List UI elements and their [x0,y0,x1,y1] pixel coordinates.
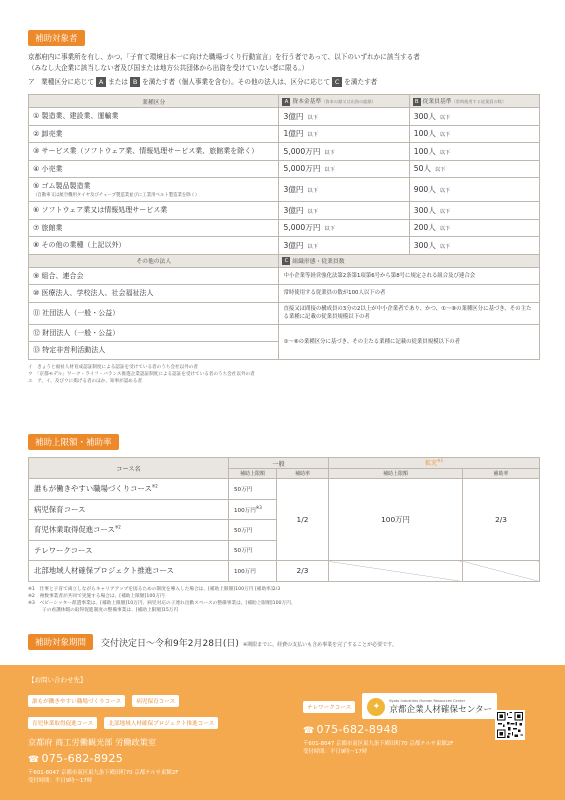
chip-course: 北部地域人材確保プロジェクト推進コース [104,717,218,729]
header-special: 拡充$^{※1}$ [329,458,540,469]
section-tag-limits: 補助上限額・補助率 [28,434,119,450]
header-other: その他の法人 [29,254,279,267]
chip-course: 誰もが働きやすい職場づくりコース [28,695,125,707]
eligibility-table [28,94,540,360]
table-row: 北部地域人材確保プロジェクト推進コース 100万円 2/3 [29,561,540,582]
qr-code-icon[interactable] [495,710,525,740]
table-row: ③ サービス業（ソフトウェア業、情報処理サービス業、旅館業を除く） 5,000万円 以下 100人 以下 [29,143,540,161]
table-row: ⑥ ソフトウェア業又は情報処理サービス業 3億円 以下 300人 以下 [29,202,540,220]
table-row: ⑦ 旅館業 5,000万円 以下 200人 以下 [29,219,540,237]
phone-icon: ☎ [28,755,40,765]
contact-left [28,675,293,785]
section-eligibility [28,26,540,385]
box-a-icon: A [96,77,106,87]
table-row: 誰もが働きやすい職場づくりコース$^{※2}$ 50万円 1/2 100万円 2/3 [29,479,540,500]
intro-line-1: 京都府内に事業所を有し、かつ、「子育て環境日本一に向けた職場づくり行動宣言」を行う者であって、以下のいずれかに該当する者 [28,53,420,61]
contact-footer [0,665,565,800]
section-tag-eligibility: 補助対象者 [28,30,85,46]
header-industry: 業種区分 [29,95,279,108]
header-org: C 組織形態・従業員数 [279,254,540,267]
table-row: テレワークコース 50万円 [29,540,540,561]
contact-phone[interactable]: ☎ 075-682-8925 [28,752,124,765]
table-row: ⑩ 医療法人、学校法人、社会福祉法人 常時使用する従業員の数が100人以下の者 [29,285,540,303]
table-row: ⑧ その他の業種（上記以外） 3億円 以下 300人 以下 [29,237,540,255]
contact-address-2: 〒601-8047 京都市南区東九条下殿田町70 京都テルサ東館2F 受付時間：平日9時～17時 [303,741,454,755]
chip-course: 病児保育コース [132,695,179,707]
section-tag-period: 補助対象期間 [28,634,93,650]
table-row: 病児保育コース 100万円$^{※3}$ [29,499,540,520]
header-course: コース名 [29,458,229,479]
chip-course: 育児休業取得促進コース [28,717,97,729]
section-limits [28,430,540,614]
section-period [28,634,548,650]
contact-address: 〒601-8047 京都市南区東九条下殿田町70 京都テルサ東館2F 受付時間：平日9時～17時 [28,770,179,784]
table-row: ⑤ ゴム製品製造業 （自動車又は航空機用タイヤ及びチューブ製造業並びに工業用ベルト製造業を除く） 3億円 以下 900人 以下 [29,178,540,202]
contact-dept: 京都府 商工労働観光部 労働政策室 [28,737,157,747]
limits-table: コース名 一般 拡充$^{※1}$ 補助上限額 補助率 補助上限額 補助率 誰もが働きやすい職場づくりコース$^{※2}$ 50万円 1/2 100万円 2/3 病児保育コース 100万円$^{※3}$ 育児休業取得促進コース$^{※2}$ 50万円 テレワークコース 50万円 北部地域人材確保プロジェクト推進コース 100万円 2/3 [28,457,540,582]
table-row: ⑫ 財団法人（一般・公益） ①～⑧の業種区分に基づき、その主たる業種に記載の従業員規模以下の者 [29,324,540,342]
course-chips [28,688,293,732]
center-logo-icon: ✦ [367,698,385,716]
table-row: ④ 小売業 5,000万円 以下 50人 以下 [29,160,540,178]
contact-title: 【お問い合わせ先】 [28,676,87,684]
table-row: ① 製造業、建設業、運輸業 3億円 以下 300人 以下 [29,108,540,126]
intro-line-2: （みなし大企業に該当しない者及び国または地方公共団体から出資を受けていない者に限る。） [28,64,309,72]
intro-text [28,52,540,88]
box-b-icon: B [130,77,140,87]
eligibility-notes: イ きょうと福祉人材育成認証制度による認証を受けている者のうち会社以外の者 ウ 「京都モデル」ワーク・ライフ・バランス推進企業認証制度による認証を受けている者のうち会社以外の者 エ ア、イ、及びウに掲げる者のほか、知事が認める者 [28,364,255,384]
phone-icon: ☎ [303,726,315,736]
limits-footnotes: ※1 仕事と子育て両立しながらキャリアアップを図るための制度を導入した場合は、[補助上限額]100万円 [補助率]2/3 ※2 複数事業者が共同で実施する場合は、[補助上限額]100万円 ※3 ベビーシッター派遣事業は、[補助上限額]10万円、病児対応の子連れ出勤スペースの整備事業は、[補助上限額]100万円、 子の看護休暇の取得促進制度の整備事業は、[補助上限額]15万円 [28,586,296,613]
header-capital: A 資本金基準（資本の額又は出資の総額） [279,95,409,108]
table-row: ⑪ 社団法人（一般・公益） 直接又は間接の構成員の3分の2以上が中小企業者であり、かつ、①～⑧の業種区分に基づき、その主たる業種に記載の従業員規模以下の者 [29,302,540,324]
table-row: ② 卸売業 1億円 以下 100人 以下 [29,125,540,143]
header-employees: B 従業員基準（常時使用する従業員の数） [409,95,539,108]
box-c-icon: C [332,77,342,87]
contact-right [303,693,497,756]
table-row: 育児休業取得促進コース$^{※2}$ 50万円 [29,520,540,541]
table-row: ⑨ 組合、連合会 中小企業等経営強化法第2条第1項第6号から第8号に規定される組合及び連合会 [29,267,540,285]
contact-phone-2[interactable]: ☎ 075-682-8948 [303,723,399,736]
table-row: ⑬ 特定非営利活動法人 [29,342,540,360]
period-text: 交付決定日～令和9年2月28日(日) ※期限までに、経費の支払いも含め事業を完了することが必要です。 [101,638,397,649]
chip-telework: テレワークコース [303,701,355,713]
header-general: 一般 [229,458,329,469]
criteria-line: ア 業種区分に応じて A または B を満たす者（個人事業を含む）。その他の法人は、区分に応じて C を満たす者 [28,78,378,86]
center-logo: ✦ Kyoto Industries Human Resources Center 京都企業人材確保センター [362,693,497,719]
